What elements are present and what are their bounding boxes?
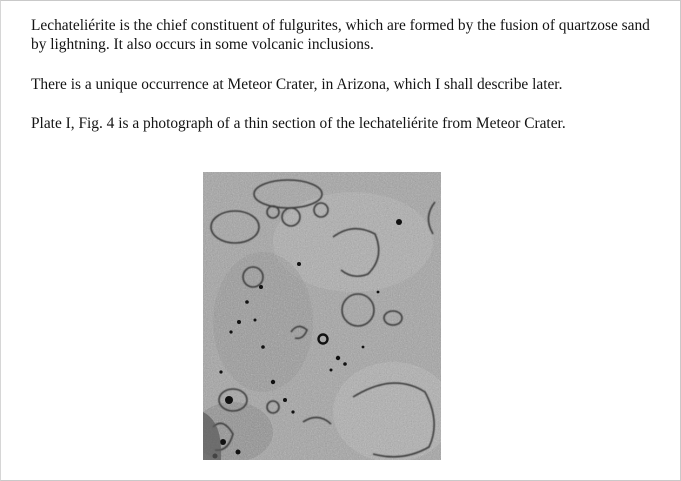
thin-section-photograph xyxy=(203,172,441,460)
paragraph-fulgurites: Lechateliérite is the chief constituent of fulgurites, which are formed by the fusion of quartzose sand by lightning. It also occurs in some volcanic inclusions. xyxy=(31,17,650,53)
paragraph-plate-reference: Plate I, Fig. 4 is a photograph of a thin section of the lechateliérite from Meteor Crater. xyxy=(31,115,566,132)
paragraph-meteor-crater: There is a unique occurrence at Meteor Crater, in Arizona, which I shall describe later. xyxy=(31,76,563,93)
